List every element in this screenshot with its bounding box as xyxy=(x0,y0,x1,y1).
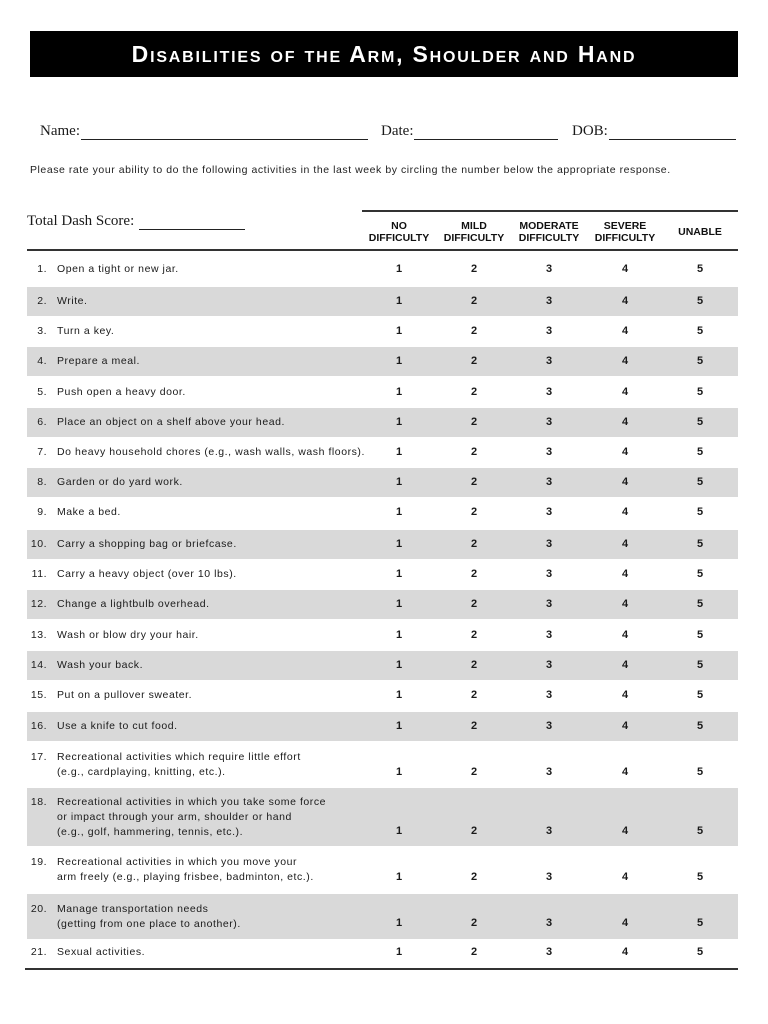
column-header-line1: MODERATE xyxy=(519,220,579,232)
table-row xyxy=(27,590,738,619)
item-number: 17. xyxy=(30,751,47,763)
form-title: Disabilities of the Arm, Shoulder and Hand xyxy=(30,31,738,77)
rating-option[interactable]: 3 xyxy=(545,765,553,778)
column-header-line1: NO xyxy=(391,220,407,232)
name-label: Name: xyxy=(40,123,80,139)
rating-option[interactable]: 3 xyxy=(545,385,553,398)
table-row xyxy=(27,347,738,376)
rating-option[interactable]: 1 xyxy=(395,445,403,458)
dob-field[interactable] xyxy=(572,123,736,140)
item-number: 13. xyxy=(30,629,47,641)
rating-option[interactable]: 5 xyxy=(696,688,704,701)
table-row xyxy=(27,438,738,467)
item-number: 3. xyxy=(37,325,47,337)
table-row xyxy=(27,255,738,284)
rating-option[interactable]: 2 xyxy=(470,445,478,458)
rating-option[interactable]: 1 xyxy=(395,825,403,837)
rating-option[interactable]: 4 xyxy=(621,567,629,580)
item-number: 18. xyxy=(30,795,47,808)
dob-label: DOB: xyxy=(572,123,608,139)
rating-option[interactable]: 2 xyxy=(470,415,478,428)
item-number: 1. xyxy=(37,263,47,275)
name-field[interactable] xyxy=(40,123,368,140)
column-header-line2: DIFFICULTY xyxy=(518,232,580,244)
rating-option[interactable]: 1 xyxy=(395,945,403,958)
dob-input-line[interactable] xyxy=(609,124,736,140)
rating-option[interactable]: 3 xyxy=(545,688,553,701)
rating-option[interactable]: 4 xyxy=(621,688,629,701)
item-text: Prepare a meal. xyxy=(57,355,140,367)
item-text: Turn a key. xyxy=(57,325,115,337)
column-header xyxy=(589,216,661,248)
rating-option[interactable]: 1 xyxy=(395,719,403,732)
rating-option[interactable]: 5 xyxy=(696,825,704,837)
rating-option[interactable]: 4 xyxy=(621,597,629,610)
rating-option[interactable]: 3 xyxy=(545,945,553,958)
table-row xyxy=(27,498,738,527)
table-row xyxy=(27,621,738,650)
item-number: 19. xyxy=(30,856,47,868)
rating-option[interactable]: 5 xyxy=(696,354,704,367)
rating-option[interactable]: 2 xyxy=(470,945,478,958)
rating-option[interactable]: 5 xyxy=(696,385,704,398)
rating-option[interactable]: 2 xyxy=(470,475,478,488)
name-input-line[interactable] xyxy=(81,124,368,140)
item-number: 9. xyxy=(37,506,47,518)
item-text: Push open a heavy door. xyxy=(57,386,186,398)
item-number: 2. xyxy=(37,295,47,307)
table-top-rule xyxy=(27,249,738,251)
rating-option[interactable]: 5 xyxy=(696,537,704,550)
rating-option[interactable]: 5 xyxy=(696,945,704,958)
rating-option[interactable]: 3 xyxy=(545,294,553,307)
table-row xyxy=(27,530,738,559)
rating-option[interactable]: 4 xyxy=(621,765,629,778)
rating-option[interactable]: 1 xyxy=(395,917,403,929)
rating-option[interactable]: 5 xyxy=(696,505,704,518)
table-row xyxy=(27,468,738,497)
item-number: 5. xyxy=(37,386,47,398)
rating-option[interactable]: 1 xyxy=(395,597,403,610)
table-row xyxy=(27,712,738,741)
rating-option[interactable]: 4 xyxy=(621,262,629,275)
rating-option[interactable]: 2 xyxy=(470,688,478,701)
rating-option[interactable]: 2 xyxy=(470,567,478,580)
rating-option[interactable]: 2 xyxy=(470,324,478,337)
rating-option[interactable]: 3 xyxy=(545,537,553,550)
table-row xyxy=(27,378,738,407)
rating-option[interactable]: 1 xyxy=(395,537,403,550)
column-header xyxy=(511,216,587,248)
table-row xyxy=(27,681,738,710)
rating-option[interactable]: 3 xyxy=(545,658,553,671)
rating-option[interactable]: 4 xyxy=(621,945,629,958)
item-text: Wash or blow dry your hair. xyxy=(57,629,199,641)
rating-option[interactable]: 5 xyxy=(696,475,704,488)
rating-option[interactable]: 4 xyxy=(621,917,629,929)
item-text: Recreational activities in which you move your arm freely (e.g., playing frisbee, badminton, etc.). xyxy=(57,856,314,883)
rating-option[interactable]: 1 xyxy=(395,870,403,883)
rating-option[interactable]: 4 xyxy=(621,658,629,671)
date-input-line[interactable] xyxy=(414,124,558,140)
rating-option[interactable]: 2 xyxy=(470,917,478,929)
rating-option[interactable]: 3 xyxy=(545,917,553,929)
rating-option[interactable]: 2 xyxy=(470,825,478,837)
table-row xyxy=(27,938,738,967)
rating-option[interactable]: 2 xyxy=(470,262,478,275)
table-row xyxy=(27,287,738,316)
item-text: Make a bed. xyxy=(57,506,121,518)
column-header xyxy=(438,216,510,248)
item-text: Recreational activities in which you take some force or impact through your arm, shoulder or hand (e.g., golf, hammering, tennis, etc.). xyxy=(57,795,327,838)
rating-option[interactable]: 4 xyxy=(621,505,629,518)
table-row xyxy=(27,317,738,346)
item-text: Wash your back. xyxy=(57,659,144,671)
rating-option[interactable]: 4 xyxy=(621,537,629,550)
rating-option[interactable]: 5 xyxy=(696,445,704,458)
date-label: Date: xyxy=(381,123,414,139)
item-text: Carry a heavy object (over 10 lbs). xyxy=(57,568,237,580)
rating-option[interactable]: 1 xyxy=(395,475,403,488)
item-text: Manage transportation needs (getting from one place to another). xyxy=(57,902,241,930)
column-header-line1: UNABLE xyxy=(678,226,722,238)
rating-option[interactable]: 3 xyxy=(545,262,553,275)
column-header xyxy=(670,216,730,248)
table-row xyxy=(27,560,738,589)
column-header-line2: DIFFICULTY xyxy=(594,232,656,244)
rating-option[interactable]: 4 xyxy=(621,294,629,307)
item-text: Change a lightbulb overhead. xyxy=(57,598,210,610)
rating-option[interactable]: 3 xyxy=(545,475,553,488)
rating-option[interactable]: 1 xyxy=(395,354,403,367)
table-row xyxy=(27,846,738,894)
rating-option[interactable]: 5 xyxy=(696,324,704,337)
item-number: 6. xyxy=(37,416,47,428)
rating-option[interactable]: 3 xyxy=(545,354,553,367)
rating-option[interactable]: 1 xyxy=(395,658,403,671)
rating-option[interactable]: 2 xyxy=(470,385,478,398)
rating-option[interactable]: 5 xyxy=(696,628,704,641)
item-text: Carry a shopping bag or briefcase. xyxy=(57,538,237,550)
rating-option[interactable]: 4 xyxy=(621,628,629,641)
rating-option[interactable]: 3 xyxy=(545,719,553,732)
item-text: Put on a pullover sweater. xyxy=(57,689,193,701)
rating-option[interactable]: 3 xyxy=(545,505,553,518)
item-number: 12. xyxy=(30,598,47,610)
rating-option[interactable]: 2 xyxy=(470,765,478,778)
rating-option[interactable]: 5 xyxy=(696,719,704,732)
rating-option[interactable]: 1 xyxy=(395,505,403,518)
item-text: Use a knife to cut food. xyxy=(57,720,178,732)
item-number: 7. xyxy=(37,446,47,458)
item-number: 8. xyxy=(37,476,47,488)
item-text: Recreational activities which require little effort (e.g., cardplaying, knitting, etc.). xyxy=(57,751,301,778)
total-score-input-line[interactable] xyxy=(139,214,245,230)
rating-option[interactable]: 4 xyxy=(621,475,629,488)
rating-option[interactable]: 1 xyxy=(395,567,403,580)
total-score-field[interactable] xyxy=(27,213,245,230)
rating-option[interactable]: 5 xyxy=(696,597,704,610)
item-text: Open a tight or new jar. xyxy=(57,263,179,275)
item-text: Sexual activities. xyxy=(57,946,146,958)
rating-option[interactable]: 5 xyxy=(696,415,704,428)
rating-option[interactable]: 1 xyxy=(395,294,403,307)
rating-option[interactable]: 2 xyxy=(470,870,478,883)
rating-option[interactable]: 5 xyxy=(696,658,704,671)
table-row xyxy=(27,651,738,680)
rating-option[interactable]: 2 xyxy=(470,597,478,610)
rating-option[interactable]: 4 xyxy=(621,719,629,732)
item-number: 15. xyxy=(30,689,47,701)
item-number: 14. xyxy=(30,659,47,671)
table-row xyxy=(27,788,738,846)
rating-option[interactable]: 3 xyxy=(545,567,553,580)
column-header xyxy=(363,216,435,248)
rating-option[interactable]: 5 xyxy=(696,567,704,580)
rating-option[interactable]: 5 xyxy=(696,765,704,778)
rating-option[interactable]: 1 xyxy=(395,688,403,701)
total-score-label: Total Dash Score: xyxy=(27,213,135,229)
item-text: Do heavy household chores (e.g., wash walls, wash floors). xyxy=(57,446,365,458)
rating-option[interactable]: 2 xyxy=(470,354,478,367)
rating-option[interactable]: 4 xyxy=(621,870,629,883)
rating-option[interactable]: 3 xyxy=(545,415,553,428)
rating-option[interactable]: 5 xyxy=(696,262,704,275)
instructions: Please rate your ability to do the following activities in the last week by circling the number below the appropriate response. xyxy=(30,164,671,176)
rating-option[interactable]: 1 xyxy=(395,415,403,428)
item-number: 20. xyxy=(30,902,47,915)
table-bottom-rule xyxy=(25,968,738,970)
item-text: Place an object on a shelf above your head. xyxy=(57,416,285,428)
rating-option[interactable]: 3 xyxy=(545,445,553,458)
item-number: 16. xyxy=(30,720,47,732)
rating-option[interactable]: 3 xyxy=(545,870,553,883)
rating-option[interactable]: 4 xyxy=(621,445,629,458)
rating-option[interactable]: 2 xyxy=(470,719,478,732)
rating-option[interactable]: 3 xyxy=(545,324,553,337)
item-text: Write. xyxy=(57,295,88,307)
table-row xyxy=(27,894,738,939)
rating-option[interactable]: 5 xyxy=(696,917,704,929)
rating-option[interactable]: 2 xyxy=(470,537,478,550)
item-number: 4. xyxy=(37,355,47,367)
rating-option[interactable]: 3 xyxy=(545,628,553,641)
rating-option[interactable]: 4 xyxy=(621,415,629,428)
column-header-line2: DIFFICULTY xyxy=(443,232,505,244)
item-number: 11. xyxy=(31,568,47,580)
table-row xyxy=(27,408,738,437)
header-top-rule xyxy=(362,210,738,212)
column-header-line1: MILD xyxy=(461,220,487,232)
rating-option[interactable]: 2 xyxy=(470,628,478,641)
date-field[interactable] xyxy=(381,123,558,140)
rating-option[interactable]: 5 xyxy=(696,870,704,883)
rating-option[interactable]: 3 xyxy=(545,597,553,610)
rating-option[interactable]: 2 xyxy=(470,658,478,671)
table-row xyxy=(27,742,738,788)
rating-option[interactable]: 1 xyxy=(395,628,403,641)
rating-option[interactable]: 4 xyxy=(621,385,629,398)
rating-option[interactable]: 2 xyxy=(470,505,478,518)
column-header-line2: DIFFICULTY xyxy=(368,232,430,244)
item-number: 21. xyxy=(30,946,47,958)
rating-option[interactable]: 5 xyxy=(696,294,704,307)
rating-option[interactable]: 1 xyxy=(395,765,403,778)
item-text: Garden or do yard work. xyxy=(57,476,183,488)
rating-option[interactable]: 4 xyxy=(621,324,629,337)
item-number: 10. xyxy=(30,538,47,550)
rating-option[interactable]: 1 xyxy=(395,262,403,275)
rating-option[interactable]: 4 xyxy=(621,354,629,367)
rating-option[interactable]: 3 xyxy=(545,825,553,837)
column-header-line1: SEVERE xyxy=(603,220,647,232)
rating-option[interactable]: 2 xyxy=(470,294,478,307)
rating-option[interactable]: 1 xyxy=(395,385,403,398)
rating-option[interactable]: 1 xyxy=(395,324,403,337)
rating-option[interactable]: 4 xyxy=(621,825,629,837)
